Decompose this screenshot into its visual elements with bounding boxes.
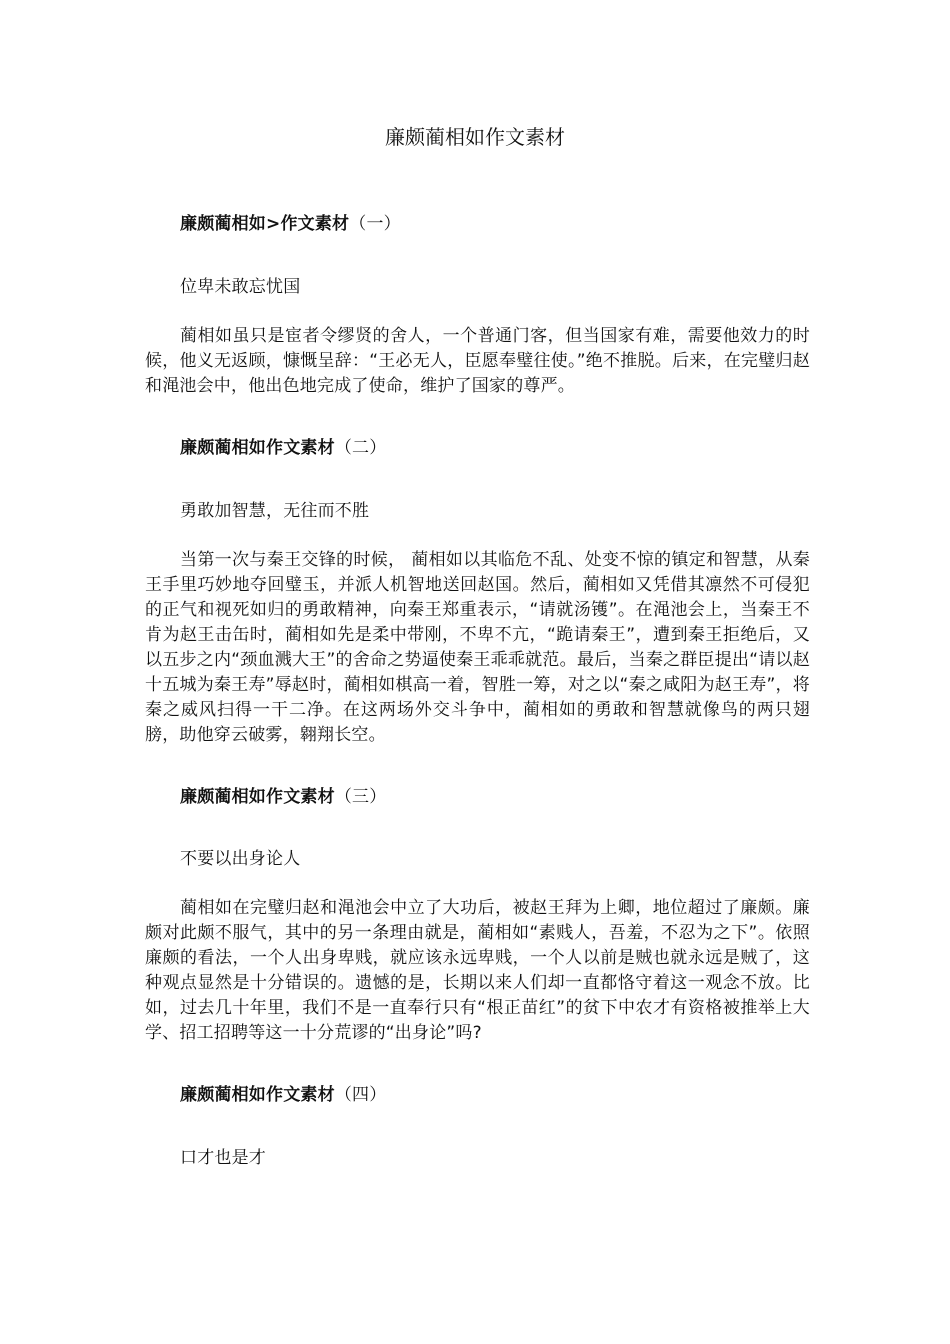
section-3-subtitle: 不要以出身论人: [180, 849, 301, 869]
section-1-paragraph: 蔺相如虽只是宦者令缪贤的舍人，一个普通门客，但当国家有难，需要他效力的时候，他义无返顾，慷慨呈辞：“王必无人，臣愿奉璧往使。”绝不推脱。后来，在完璧归赵和渑池会中，他出色地完成了使命，维护了国家的尊严。: [145, 326, 810, 396]
section-1-heading-suffix: （一）: [349, 214, 401, 234]
section-4-subtitle: 口才也是才: [180, 1148, 266, 1168]
section-4-heading-main: 廉颇蔺相如作文素材: [180, 1085, 335, 1105]
section-2-heading-suffix: （二）: [334, 438, 387, 458]
section-2-heading: [180, 436, 810, 461]
section-3-heading: [180, 785, 810, 810]
section-2-paragraph: 当第一次与秦王交锋的时候， 蔺相如以其临危不乱、处变不惊的镇定和智慧，从秦王手里巧妙地夺回璧玉，并派人机智地送回赵国。然后，蔺相如又凭借其凛然不可侵犯的正气和视死如归的勇敢精神，向秦王郑重表示，“请就汤镬”。在渑池会上，当秦王不肯为赵王击缶时，蔺相如先是柔中带刚，不卑不亢，“跪请秦王”，遭到秦王拒绝后，又以五步之内“颈血溅大王”的舍命之势逼使秦王乖乖就范。最后，当秦之群臣提出“请以赵十五城为秦王寿”辱赵时，蔺相如棋高一着，智胜一筹，对之以“秦之咸阳为赵王寿”，将秦之威风扫得一干二净。在这两场外交斗争中，蔺相如的勇敢和智慧就像鸟的两只翅膀，助他穿云破雾，翱翔长空。: [145, 550, 810, 745]
section-1-subtitle: 位卑未敢忘忧国: [180, 277, 301, 297]
section-3-paragraph: 蔺相如在完璧归赵和渑池会中立了大功后，被赵王拜为上卿，地位超过了廉颇。廉颇对此颇不服气，其中的另一条理由就是，蔺相如“素贱人，吾羞，不忍为之下”。依照廉颇的看法，一个人出身卑贱，就应该永远卑贱，一个人以前是贼也就永远是贼了，这种观点显然是十分错误的。遗憾的是，长期以来人们却一直都恪守着这一观念不放。比如，过去几十年里，我们不是一直奉行只有“根正苗红”的贫下中农才有资格被推举上大学、招工招聘等这一十分荒谬的“出身论”吗?: [145, 898, 810, 1043]
section-4-heading: [180, 1083, 810, 1108]
section-3-heading-suffix: （三）: [334, 787, 387, 807]
section-1-heading-main: 廉颇蔺相如>作文素材: [180, 214, 350, 234]
section-2-heading-main: 廉颇蔺相如作文素材: [180, 438, 335, 458]
section-3-heading-main: 廉颇蔺相如作文素材: [180, 787, 335, 807]
section-4-heading-suffix: （四）: [334, 1085, 387, 1105]
document-title: 廉颇蔺相如作文素材: [385, 125, 565, 149]
section-2-subtitle: 勇敢加智慧，无往而不胜: [180, 501, 370, 521]
section-1-heading: [180, 212, 810, 237]
